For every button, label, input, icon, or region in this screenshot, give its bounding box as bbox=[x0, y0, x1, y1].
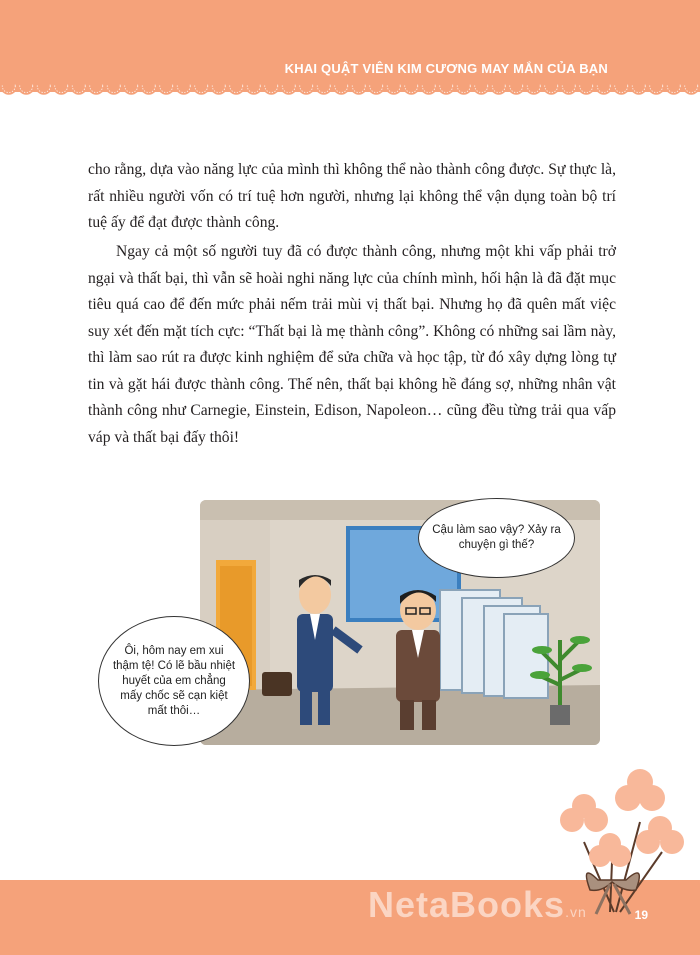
speech-text-right: Cậu làm sao vậy? Xảy ra chuyện gì thế? bbox=[432, 524, 561, 551]
page-number: 19 bbox=[634, 908, 648, 922]
speech-bubble-right bbox=[418, 498, 575, 578]
chapter-title: KHAI QUẬT VIÊN KIM CƯƠNG MAY MẮN CỦA BẠN bbox=[284, 61, 608, 76]
watermark-suffix: .vn bbox=[565, 904, 587, 920]
speech-bubble-left bbox=[98, 616, 250, 746]
speech-text-left: Ôi, hôm nay em xui thậm tệ! Có lẽ bầu nhiệt huyết của em chẳng mấy chốc sẽ cạn kiệt mất thôi… bbox=[112, 644, 236, 717]
header-scallop-border bbox=[0, 84, 700, 106]
paragraph-1: cho rằng, dựa vào năng lực của mình thì không thể nào thành công được. Sự thực là, rất nhiều người vốn có trí tuệ hơn người, nhưng lại không thể vận dụng toàn bộ trí tuệ ấy để đạt được thành công. bbox=[88, 161, 616, 231]
watermark-text: NetaBooks bbox=[368, 884, 566, 925]
paragraph-2: Ngay cả một số người tuy đã có được thành công, nhưng một khi vấp phải trở ngại và thất bại, thì vẫn sẽ hoài nghi năng lực của chính mình, hối hận là đã đặt mục tiêu quá cao để đến mức phải nếm trải mùi vị thất bại. Nhưng họ đã quên mất việc suy xét đến mặt tích cực: “Thất bại là mẹ thành công”. Không có những sai lầm này, thì làm sao rút ra được kinh nghiệm để sửa chữa và học tập, từ đó xây dựng lòng tự tin và gặt hái được thành công. Thế nên, thất bại không hề đáng sợ, những nhân vật thành công như Carnegie, Einstein, Edison, Napoleon… cũng đều từng trải qua vấp váp và thất bại đấy thôi! bbox=[88, 243, 616, 446]
publisher-watermark bbox=[368, 884, 587, 926]
page-header bbox=[0, 0, 700, 92]
